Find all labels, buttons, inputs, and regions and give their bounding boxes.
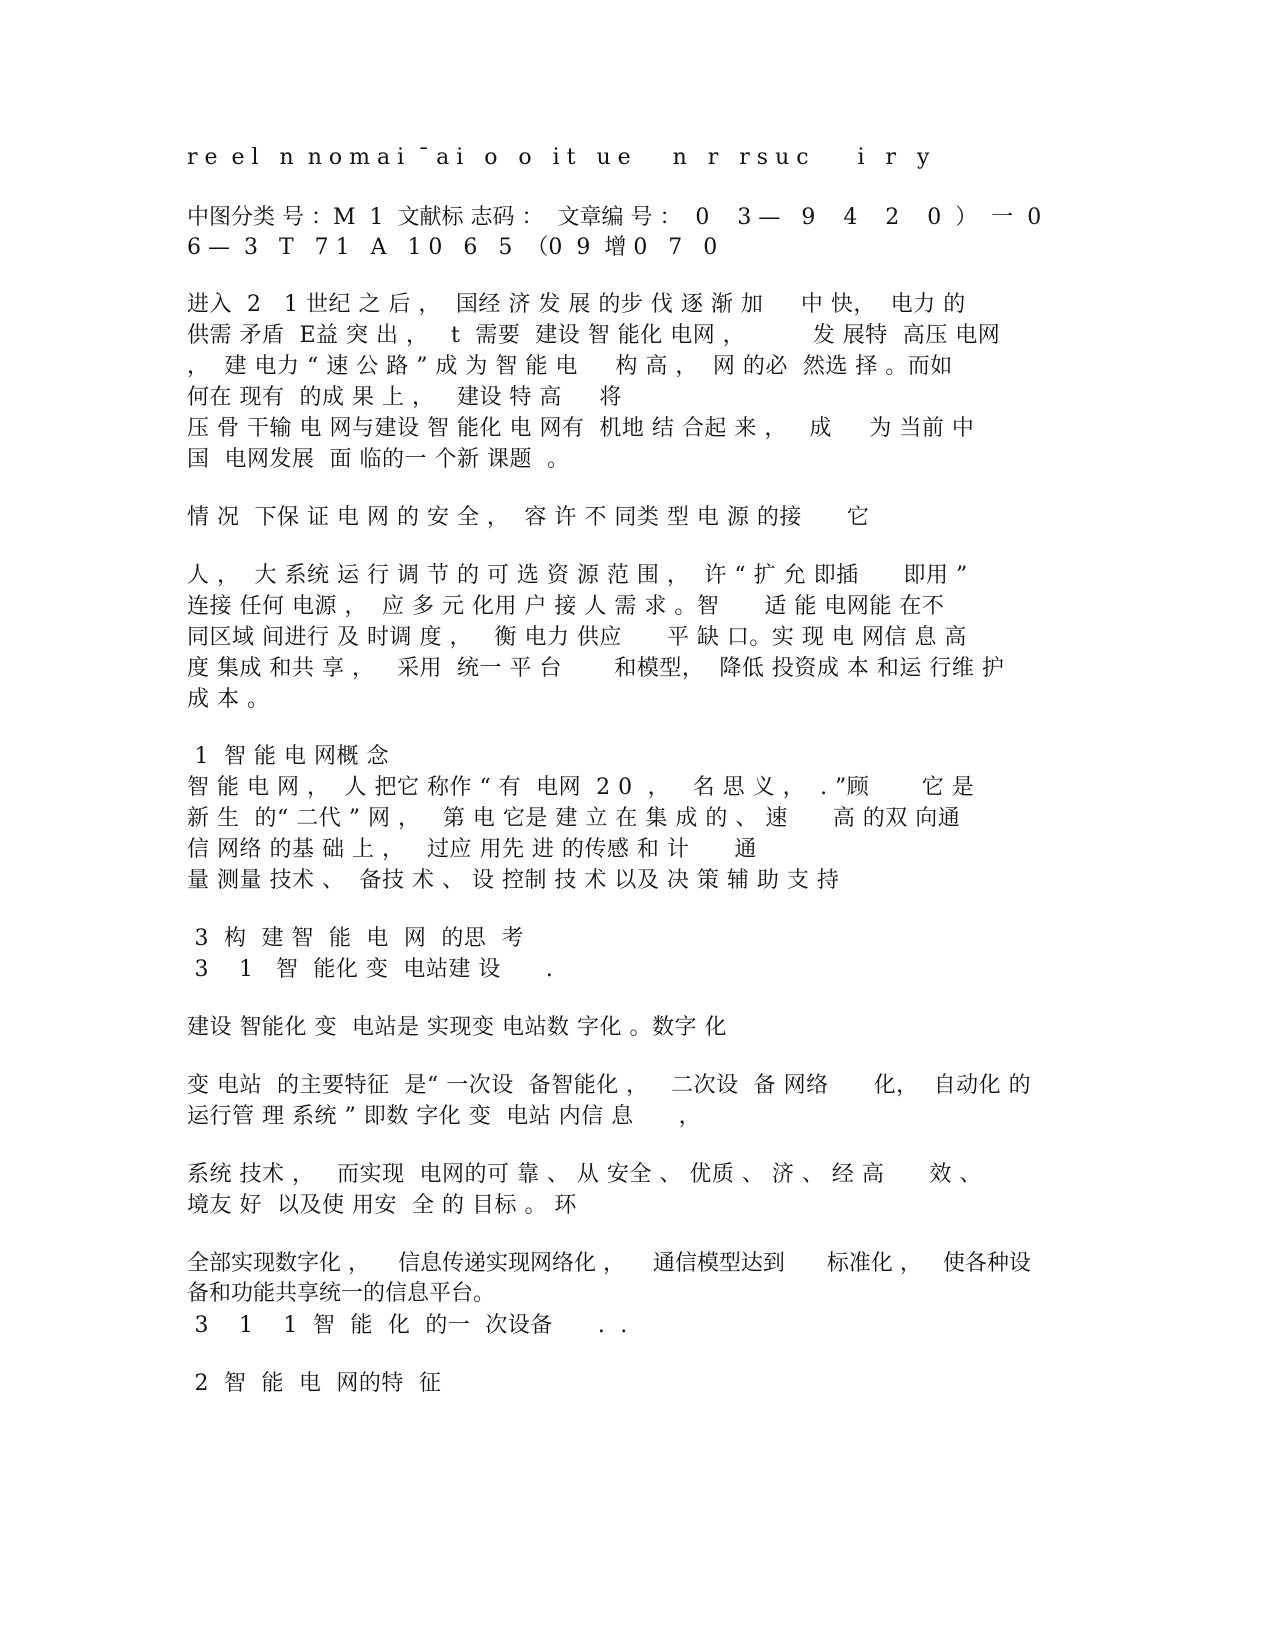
intro-line-1: 进入 2 1 世纪 之 后 ， 国经 济 发 展 的步 伐 逐 渐 加 中 快， 电力 的	[187, 292, 966, 317]
section-1-line-1: 智 能 电 网 ， 人 把它 称作 “ 有 电网 2 0 ， 名 思 义 ， . ”顾 它 是	[187, 775, 975, 800]
intro-line-5: 压 骨 干输 电 网与建设 智 能化 电 网有 机地 结 合起 来 ， 成 为 当前 中	[187, 416, 975, 441]
section-3-1-heading: 3 1 智 能化 变 电站建 设 .	[187, 957, 554, 982]
capabilities-line-3: 同区域 间进行 及 时调 度 ， 衡 电力 供应 平 缺 口。实 现 电 网信 息 高	[187, 625, 967, 650]
section-1-line-3: 信 网络 的基 础 上 ， 过应 用先 进 的传感 和 计 通	[187, 837, 757, 862]
section-3-paragraph-a: 建设 智能化 变 电站是 实现变 电站数 字化 。数字 化	[187, 1015, 727, 1040]
section-3-1-1-heading: 3 1 1 智 能 化 的一 次设备 . .	[187, 1313, 628, 1338]
section-3-paragraph-c-line-1: 系统 技术 ， 而实现 电网的可 靠 、 从 安全 、 优质 、 济 、 经 高 效 、	[187, 1162, 982, 1187]
classification-line-1: 中图分类 号 ：M 1 文献标 志码 ： 文章编 号 ： 0 3 — 9 4 2 0 ） 一 0	[187, 205, 1042, 230]
section-1-line-2: 新 生 的“ 二代 ” 网 ， 第 电 它是 建 立 在 集 成 的 、 速 高 的双 向通	[187, 806, 961, 831]
section-3-paragraph-d-line-1: 全部实现数字化 ， 信息传递实现网络化 ， 通信模型达到 标准化 ， 使各种设	[187, 1251, 1031, 1276]
section-2-heading: 2 智 能 电 网的特 征	[187, 1371, 442, 1396]
capabilities-line-1: 人 ， 大 系统 运 行 调 节 的 可 选 资 源 范 围 ， 许 “ 扩 允 即插 即用 ”	[187, 563, 968, 588]
section-1-line-4: 量 测量 技术 、 备技 术 、 设 控制 技 术 以及 决 策 辅 助 支 持	[187, 868, 840, 893]
intro-line-6: 国 电网发展 面 临的一 个新 课题 。	[187, 447, 570, 472]
section-3-paragraph-d-line-2: 备和功能共享统一的信息平台。	[187, 1281, 496, 1306]
intro-line-4: 何在 现有 的成 果 上 ， 建设 特 高 将	[187, 385, 622, 410]
capabilities-line-5: 成 本 。	[187, 687, 270, 712]
classification-line-2: 6 — 3 T 7 1 A 1 0 6 5 （0 9 增 0 7 0	[187, 235, 718, 260]
safety-paragraph: 情 况 下保 证 电 网 的 安 全 ， 容 许 不 同类 型 电 源 的接 它	[187, 505, 870, 530]
section-3-paragraph-b-line-2: 运行管 理 系统 ” 即数 字化 变 电站 内信 息 ，	[187, 1104, 702, 1129]
intro-line-2: 供需 矛盾 E益 突 出 ， t 需要 建设 智 能化 电网 ， 发 展特 高压 电网	[187, 323, 1001, 348]
section-3-paragraph-c-line-2: 境友 好 以及使 用安 全 的 目标 。 环	[187, 1193, 577, 1218]
section-3-heading: 3 构 建 智 能 电 网 的思 考	[187, 926, 524, 951]
capabilities-line-4: 度 集成 和共 享 ， 采用 统一 平 台 和模型， 降低 投资成 本 和运 行维 护	[187, 656, 1005, 681]
garbled-english-title: r e e l n n o m a i ¯ a i o o i t u e n r r s u c i r y	[187, 145, 930, 170]
capabilities-line-2: 连接 任何 电源 ， 应 多 元 化用 户 接 人 需 求 。智 适 能 电网能 在不	[187, 594, 945, 619]
intro-line-3: ， 建 电力 “ 速 公 路 ” 成 为 智 能 电 构 高 ， 网 的必 然选 择 。而如	[187, 354, 953, 379]
section-1-heading: 1 智 能 电 网概 念	[187, 744, 389, 769]
section-3-paragraph-b-line-1: 变 电站 的主要特征 是“ 一次设 备智能化 ， 二次设 备 网络 化， 自动化 的	[187, 1073, 1032, 1098]
